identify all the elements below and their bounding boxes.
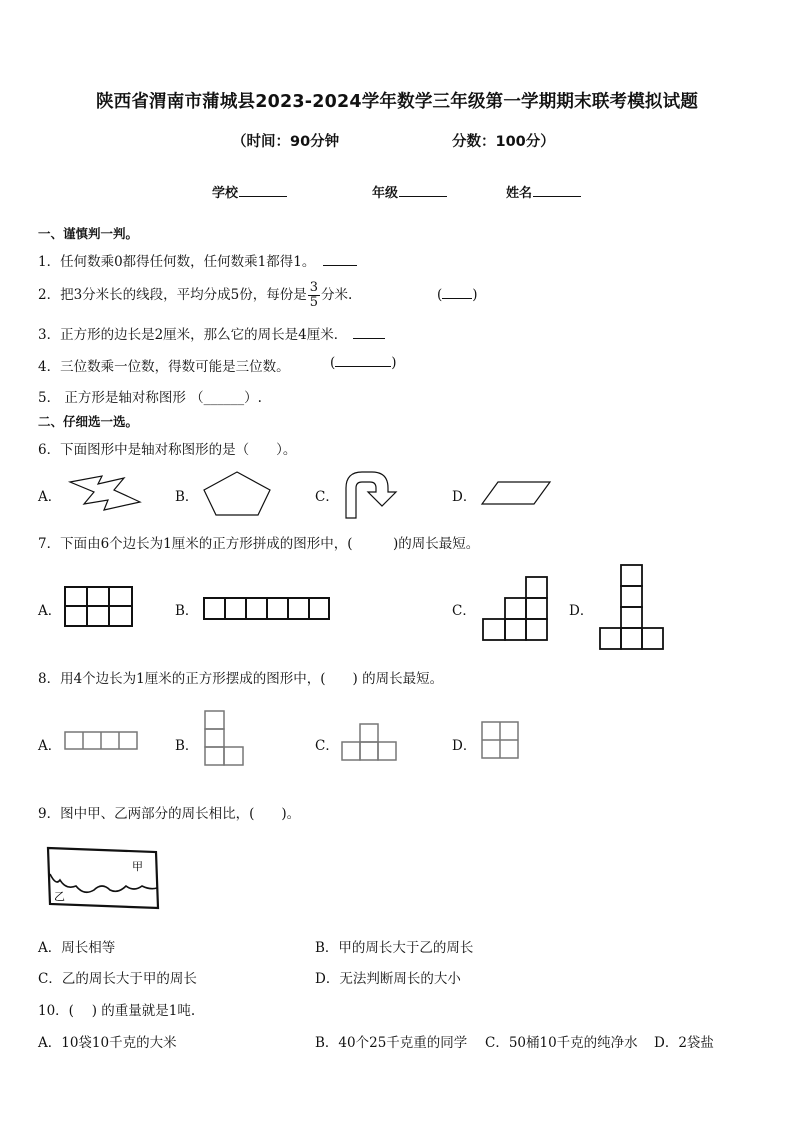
q6-option-d[interactable]: D． bbox=[452, 489, 477, 505]
question-8: 8．用4个边长为1厘米的正方形摆成的图形中，( ) 的周长最短。 bbox=[38, 671, 444, 687]
grade-label: 年级 bbox=[372, 186, 399, 201]
name-field[interactable] bbox=[506, 182, 581, 201]
q8-option-b[interactable]: B． bbox=[175, 738, 199, 754]
question-6: 6．下面图形中是轴对称图形的是（ ）。 bbox=[38, 442, 297, 458]
q7-option-d[interactable]: D． bbox=[569, 603, 594, 619]
question-1: 1．任何数乘0都得任何数，任何数乘1都得1。 bbox=[38, 250, 357, 270]
q10-option-a[interactable]: A．10袋10千克的大米 bbox=[38, 1035, 177, 1051]
lightning-shape bbox=[68, 474, 142, 512]
school-field[interactable] bbox=[212, 182, 287, 201]
t-tower-shape bbox=[599, 564, 665, 652]
question-2: 2．把3分米长的线段，平均分成5份，每份是 $\frac{3}{5}$ 分米. bbox=[38, 280, 353, 310]
row-1x6-shape bbox=[203, 597, 331, 621]
l-shape bbox=[204, 710, 246, 768]
q10-option-c[interactable]: C．50桶10千克的纯净水 bbox=[485, 1035, 638, 1051]
row-1x4-shape bbox=[64, 731, 140, 751]
q10-option-d[interactable]: D．2袋盐 bbox=[654, 1035, 714, 1051]
q6-option-c[interactable]: C． bbox=[315, 489, 339, 505]
q8-option-d[interactable]: D． bbox=[452, 738, 477, 754]
answer-paren-2[interactable]: ( ) bbox=[437, 287, 478, 303]
question-4: 4．三位数乘一位数，得数可能是三位数。 bbox=[38, 359, 290, 375]
label-jia: 甲 bbox=[132, 860, 143, 873]
answer-blank[interactable] bbox=[353, 338, 385, 339]
q8-option-a[interactable]: A． bbox=[38, 738, 62, 754]
question-7: 7．下面由6个边长为1厘米的正方形拼成的图形中，( )的周长最短。 bbox=[38, 536, 480, 552]
t-shape bbox=[341, 723, 399, 763]
school-label: 学校 bbox=[212, 186, 239, 201]
section-1-heading: 一、谨慎判一判。 bbox=[38, 226, 139, 241]
q9-divided-rectangle bbox=[46, 846, 160, 910]
pentagon-shape bbox=[202, 470, 272, 516]
q9-option-c[interactable]: C．乙的周长大于甲的周长 bbox=[38, 971, 197, 987]
question-10: 10．( ) 的重量就是1吨. bbox=[38, 1003, 196, 1019]
curved-arrow-shape bbox=[340, 470, 398, 520]
grid-2x3-shape bbox=[64, 586, 134, 628]
q8-option-c[interactable]: C． bbox=[315, 738, 339, 754]
staircase-shape bbox=[482, 576, 550, 642]
q6-option-b[interactable]: B． bbox=[175, 489, 199, 505]
q7-option-b[interactable]: B． bbox=[175, 603, 199, 619]
q9-option-a[interactable]: A．周长相等 bbox=[38, 940, 116, 956]
time-label: （时间：90分钟 bbox=[232, 134, 340, 150]
question-9: 9．图中甲、乙两部分的周长相比，( )。 bbox=[38, 806, 301, 822]
parallelogram-shape bbox=[480, 480, 552, 506]
q6-option-a[interactable]: A． bbox=[38, 489, 62, 505]
section-2-heading: 二、仔细选一选。 bbox=[38, 414, 139, 429]
question-3: 3．正方形的边长是2厘米，那么它的周长是4厘米． bbox=[38, 323, 385, 343]
q9-option-d[interactable]: D．无法判断周长的大小 bbox=[315, 971, 461, 987]
q10-option-b[interactable]: B．40个25千克重的同学 bbox=[315, 1035, 468, 1051]
fraction: $\frac{3}{5}$ bbox=[309, 280, 319, 310]
grade-field[interactable] bbox=[372, 182, 447, 201]
q9-option-b[interactable]: B．甲的周长大于乙的周长 bbox=[315, 940, 474, 956]
label-yi: 乙 bbox=[54, 890, 65, 903]
q7-option-c[interactable]: C． bbox=[452, 603, 476, 619]
score-label: 分数：100分） bbox=[452, 134, 555, 150]
page-title: 陕西省渭南市蒲城县2023-2024学年数学三年级第一学期期末联考模拟试题 bbox=[95, 92, 699, 112]
question-5: 5． 正方形是轴对称图形 （______）. bbox=[38, 390, 262, 406]
answer-blank[interactable] bbox=[323, 265, 357, 266]
q7-option-a[interactable]: A． bbox=[38, 603, 62, 619]
square-2x2-shape bbox=[481, 721, 521, 761]
answer-paren-4[interactable]: ( ) bbox=[330, 355, 397, 371]
name-label: 姓名 bbox=[506, 186, 533, 201]
